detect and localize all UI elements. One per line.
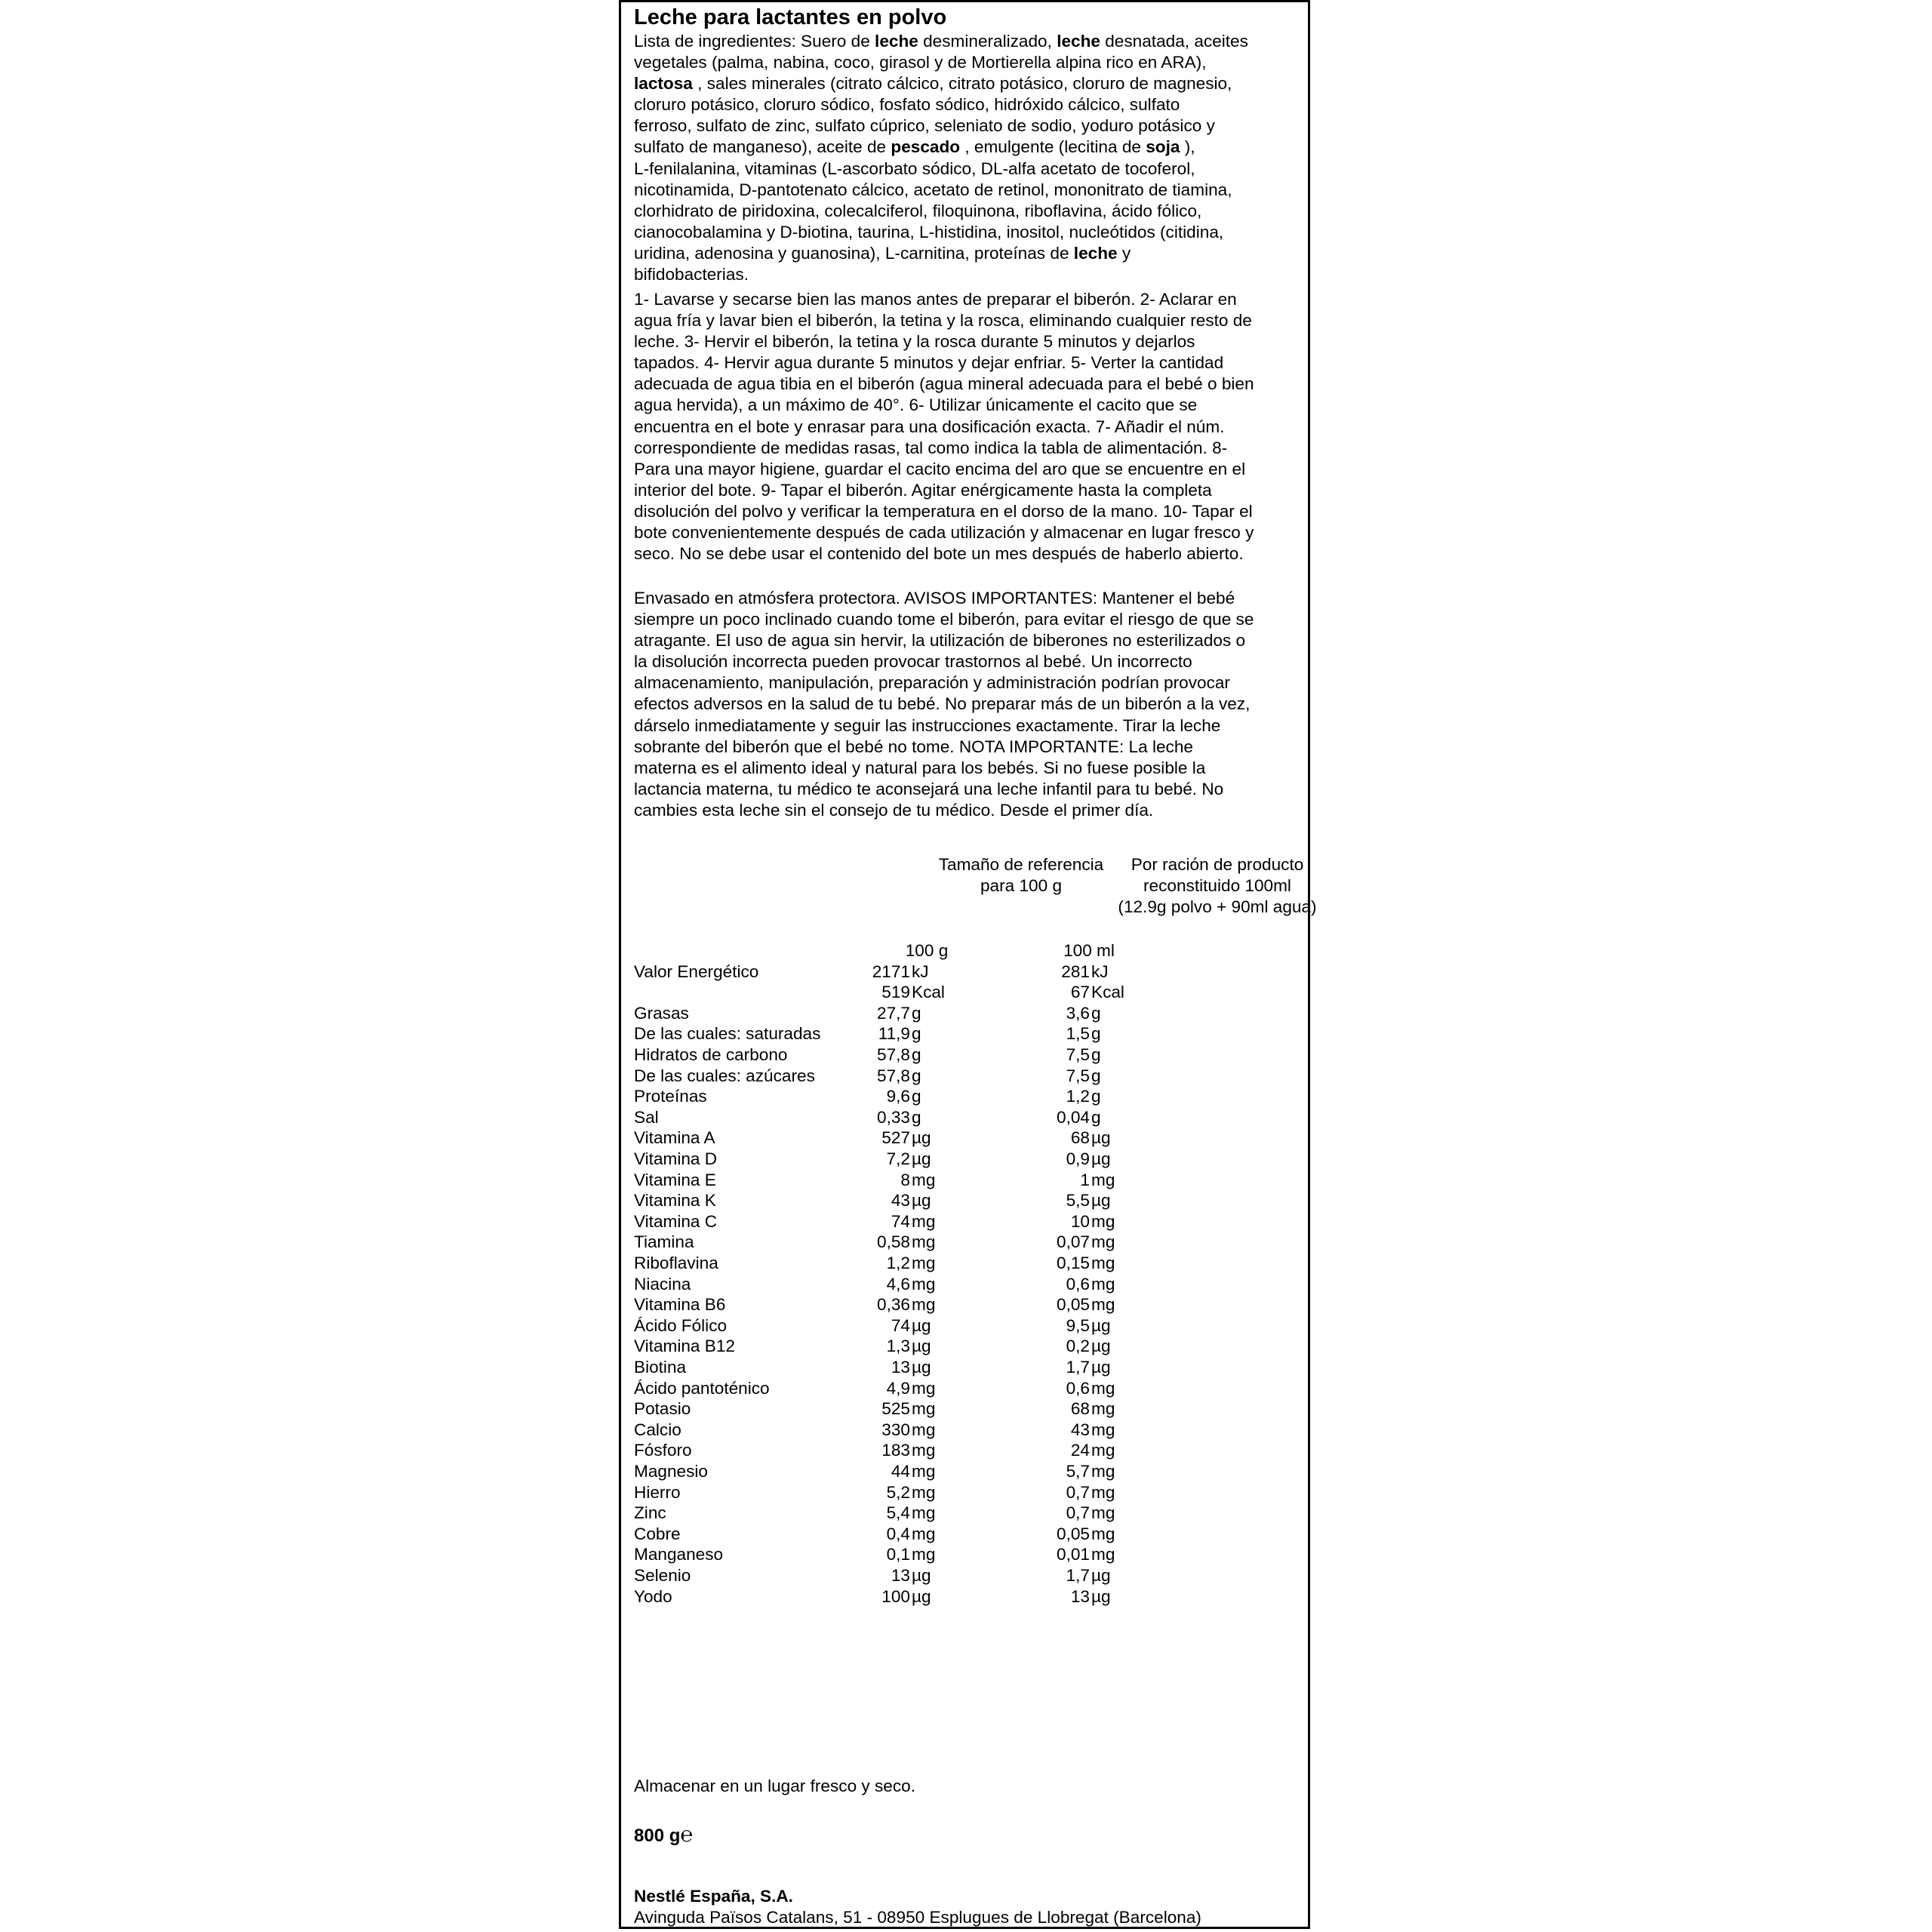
per-100g-value: 0,36 — [877, 1295, 910, 1315]
ingredients-line — [634, 158, 1298, 180]
instructions-line: bote convenientemente después de cada utilización y almacenar en lugar fresco y — [634, 523, 1254, 543]
per-serving-value: 0,15 — [1057, 1254, 1090, 1272]
per-serving-value: 0,7 — [1066, 1503, 1090, 1523]
per-100g-unit: µg — [912, 1315, 931, 1335]
per-serving-value: 0,01 — [1057, 1545, 1090, 1564]
ingredients-line — [634, 243, 1298, 264]
per-100g-unit: mg — [912, 1482, 936, 1502]
per-100g-unit: kJ — [912, 961, 929, 981]
nutrient-name: Tiamina — [634, 1232, 694, 1252]
nutrient-name: Hidratos de carbono — [634, 1045, 788, 1064]
per-100g-value: 27,7 — [877, 1003, 910, 1023]
per-serving-value: 0,2 — [1066, 1337, 1090, 1356]
warnings-line: almacenamiento, manipulación, preparación y administración podrían provocar — [634, 673, 1230, 693]
ingredients-line — [634, 264, 1298, 285]
per-100g-value: 74 — [891, 1315, 910, 1335]
per-100g-value: 0,33 — [877, 1107, 910, 1127]
allergen-highlight: lactosa — [634, 74, 693, 94]
per-100g-unit: g — [912, 1087, 921, 1106]
per-serving-unit: µg — [1091, 1149, 1111, 1168]
per-100g-value: 0,58 — [877, 1232, 910, 1252]
per-100g-unit: mg — [912, 1420, 936, 1439]
per-serving-unit: mg — [1091, 1545, 1115, 1564]
per-serving-unit: µg — [1091, 1315, 1111, 1335]
important-warnings — [634, 588, 1298, 821]
per-serving-unit: mg — [1091, 1420, 1115, 1439]
instructions-line: interior del bote. 9- Tapar el biberón. Agitar enérgicamente hasta la completa — [634, 480, 1212, 500]
nutrient-name: Vitamina B12 — [634, 1337, 735, 1356]
instructions-line: disolución del polvo y verificar la temperatura en el dorso de la mano. 10- Tapar el — [634, 501, 1253, 521]
ingredients-text: cianocobalamina y D-biotina, taurina, L-histidina, inositol, nucleótidos (citidina, — [634, 222, 1224, 242]
per-serving-value: 5,5 — [1066, 1191, 1090, 1211]
allergen-highlight: leche — [1073, 243, 1118, 263]
per-100g-unit: µg — [912, 1337, 931, 1356]
per-serving-value: 68 — [1070, 1399, 1090, 1419]
ingredients-text: desnatada, aceites — [1100, 32, 1248, 51]
per-100g-unit: g — [912, 1107, 921, 1127]
ingredients-text: nicotinamida, D-pantotenato cálcico, acetato de retinol, mononitrato de tiamina, — [634, 180, 1232, 199]
per-serving-value: 0,7 — [1066, 1482, 1090, 1502]
per-100g-unit: mg — [912, 1232, 936, 1252]
per-100g-value: 7,2 — [886, 1149, 910, 1168]
per-100g-value: 44 — [891, 1462, 910, 1481]
nutrient-name: Vitamina E — [634, 1170, 716, 1189]
per-serving-value: 0,6 — [1066, 1378, 1090, 1398]
per-serving-value: 0,05 — [1057, 1524, 1090, 1543]
nutrient-name: Manganeso — [634, 1545, 724, 1564]
ingredients-text: Lista de ingredientes: Suero de — [634, 32, 875, 51]
ingredients-line — [634, 31, 1298, 52]
per-100g-unit: µg — [912, 1128, 931, 1148]
per-serving-unit: µg — [1091, 1566, 1111, 1585]
per-serving-unit: µg — [1091, 1191, 1111, 1211]
ingredients-text: , sales minerales (citrato cálcico, citrato potásico, cloruro de magnesio, — [692, 74, 1232, 94]
col1-header: Tamaño de referencia — [938, 855, 1104, 874]
instructions-line: agua fría y lavar bien el biberón, la tetina y la rosca, eliminando cualquier resto de — [634, 311, 1252, 331]
per-serving-unit: mg — [1091, 1482, 1115, 1502]
instructions-line: correspondiente de medidas rasas, tal como indica la tabla de alimentación. 8- — [634, 438, 1228, 457]
per-100g-unit: µg — [912, 1191, 931, 1211]
per-100g-unit: mg — [912, 1524, 936, 1543]
per-serving-unit: mg — [1091, 1254, 1115, 1272]
per-100g-unit: g — [912, 1066, 921, 1085]
nutrient-name: Biotina — [634, 1358, 687, 1377]
per-serving-value: 10 — [1070, 1211, 1090, 1231]
per-serving-value: 9,5 — [1066, 1315, 1090, 1335]
per-serving-unit: mg — [1091, 1295, 1115, 1315]
per-100g-unit: g — [912, 1003, 921, 1023]
instructions-line: Para una mayor higiene, guardar el cacito encima del aro que se encuentre en el — [634, 459, 1246, 478]
warnings-line: atragante. El uso de agua sin hervir, la utilización de biberones no esterilizados o — [634, 631, 1246, 651]
ingredients-text: y — [1117, 243, 1131, 263]
per-100g-value: 5,2 — [886, 1482, 910, 1502]
product-label-panel — [619, 0, 1317, 1929]
col2-basis: 100 ml — [1063, 941, 1115, 960]
per-serving-unit: kJ — [1091, 961, 1109, 981]
warnings-line: siempre un poco inclinado cuando tome el biberón, para evitar el riesgo de que se — [634, 610, 1254, 629]
ingredients-text: ), — [1180, 137, 1195, 157]
per-100g-value: 8 — [900, 1170, 910, 1189]
nutrient-name: Ácido Fólico — [634, 1315, 728, 1335]
nutrient-name: Potasio — [634, 1399, 691, 1419]
ingredients-line — [634, 180, 1298, 201]
per-serving-unit: mg — [1091, 1274, 1115, 1294]
per-100g-unit: mg — [912, 1441, 936, 1460]
per-100g-value: 57,8 — [877, 1066, 910, 1085]
per-serving-unit: mg — [1091, 1399, 1115, 1419]
per-100g-value: 43 — [891, 1191, 910, 1211]
per-serving-unit: µg — [1091, 1128, 1111, 1148]
product-title: Leche para lactantes en polvo — [634, 5, 947, 29]
per-100g-unit: mg — [912, 1170, 936, 1189]
nutrient-name: Selenio — [634, 1566, 691, 1585]
ingredients-text: cloruro potásico, cloruro sódico, fosfato sódico, hidróxido cálcico, sulfato — [634, 95, 1180, 115]
nutrient-name: Valor Energético — [634, 961, 759, 981]
nutrient-name: Vitamina D — [634, 1149, 718, 1168]
per-100g-value: 525 — [881, 1399, 910, 1419]
instructions-line: seco. No se debe usar el contenido del bote un mes después de haberlo abierto. — [634, 544, 1244, 564]
nutrient-name: Yodo — [634, 1586, 672, 1606]
ingredients-line — [634, 115, 1298, 137]
nutrient-name: Riboflavina — [634, 1254, 718, 1272]
per-100g-value: 74 — [891, 1211, 910, 1231]
nutrient-name: Grasas — [634, 1003, 689, 1023]
per-100g-unit: mg — [912, 1274, 936, 1294]
allergen-highlight: soja — [1146, 137, 1180, 157]
per-serving-value: 43 — [1070, 1420, 1090, 1439]
nutrient-name: Vitamina K — [634, 1191, 716, 1211]
preparation-instructions — [634, 289, 1298, 565]
per-100g-value: 527 — [881, 1128, 910, 1148]
allergen-highlight: leche — [1057, 32, 1100, 51]
nutrient-name: De las cuales: azúcares — [634, 1066, 815, 1085]
nutrient-name: Sal — [634, 1107, 659, 1127]
ingredients-line — [634, 201, 1298, 222]
per-100g-value: 2171 — [872, 961, 910, 981]
per-serving-value: 67 — [1070, 983, 1090, 1002]
allergen-highlight: leche — [875, 32, 918, 51]
company-address: Avinguda Països Catalans, 51 - 08950 Esplugues de Llobregat (Barcelona) — [634, 1908, 1201, 1927]
nutrient-name: Niacina — [634, 1274, 691, 1294]
per-serving-unit: g — [1091, 1087, 1101, 1106]
nutrient-name: Vitamina A — [634, 1128, 715, 1148]
instructions-line: leche. 3- Hervir el biberón, la tetina y la rosca durante 5 minutos y dejarlos — [634, 332, 1195, 352]
per-serving-value: 1,7 — [1066, 1358, 1090, 1377]
per-serving-value: 24 — [1070, 1441, 1090, 1460]
ingredients-text: L-fenilalanina, vitaminas (L-ascorbato sódico, DL-alfa acetato de tocoferol, — [634, 158, 1195, 178]
nutrient-name: Vitamina B6 — [634, 1295, 726, 1315]
per-100g-unit: mg — [912, 1295, 936, 1315]
ingredients-text: , emulgente (lecitina de — [960, 137, 1146, 157]
ingredients-line — [634, 137, 1298, 158]
per-serving-value: 281 — [1061, 961, 1090, 981]
warnings-line: cambies esta leche sin el consejo de tu médico. Desde el primer día. — [634, 800, 1154, 820]
per-serving-value: 0,04 — [1057, 1107, 1090, 1127]
per-serving-value: 1,7 — [1066, 1566, 1090, 1585]
ingredients-line — [634, 73, 1298, 94]
per-100g-value: 0,4 — [886, 1524, 910, 1543]
per-serving-unit: mg — [1091, 1211, 1115, 1231]
per-100g-value: 4,9 — [886, 1378, 910, 1398]
per-serving-unit: g — [1091, 1045, 1101, 1064]
company-name: Nestlé España, S.A. — [634, 1887, 793, 1906]
per-100g-unit: µg — [912, 1149, 931, 1168]
nutrient-name: Vitamina C — [634, 1211, 718, 1231]
instructions-line: tapados. 4- Hervir agua durante 5 minutos y dejar enfriar. 5- Verter la cantidad — [634, 353, 1224, 373]
per-100g-unit: mg — [912, 1399, 936, 1419]
per-100g-unit: mg — [912, 1211, 936, 1231]
warnings-line: lactancia materna, tu médico te aconsejará una leche infantil para tu bebé. No — [634, 779, 1224, 798]
per-100g-value: 0,1 — [886, 1545, 910, 1564]
net-weight — [634, 1820, 693, 1851]
per-serving-value: 68 — [1070, 1128, 1090, 1148]
nutrient-name: Cobre — [634, 1524, 681, 1543]
per-100g-unit: mg — [912, 1545, 936, 1564]
per-serving-value: 13 — [1070, 1586, 1090, 1606]
per-100g-value: 57,8 — [877, 1045, 910, 1064]
per-serving-unit: µg — [1091, 1337, 1111, 1356]
per-100g-value: 1,2 — [886, 1254, 910, 1272]
per-serving-unit: Kcal — [1091, 983, 1124, 1002]
net-weight-value: 800 g — [634, 1826, 681, 1846]
warnings-line: la disolución incorrecta pueden provocar trastornos al bebé. Un incorrecto — [634, 652, 1192, 672]
per-serving-value: 0,9 — [1066, 1149, 1090, 1168]
col2-header: reconstituido 100ml — [1143, 876, 1291, 895]
storage-note: Almacenar en un lugar fresco y seco. — [634, 1777, 915, 1795]
ingredients-list — [634, 31, 1298, 285]
nutrient-name: Magnesio — [634, 1462, 708, 1481]
per-100g-unit: g — [912, 1024, 921, 1044]
ingredients-text: desmineralizado, — [918, 32, 1057, 51]
per-serving-value: 5,7 — [1066, 1462, 1090, 1481]
per-100g-value: 519 — [881, 983, 910, 1002]
per-serving-unit: mg — [1091, 1503, 1115, 1523]
warnings-line: materna es el alimento ideal y natural para los bebés. Si no fuese posible la — [634, 758, 1206, 777]
per-100g-unit: mg — [912, 1378, 936, 1398]
per-100g-unit: g — [912, 1045, 921, 1064]
per-100g-value: 4,6 — [886, 1274, 910, 1294]
ingredients-text: bifidobacterias. — [634, 265, 749, 285]
per-serving-value: 1,5 — [1066, 1024, 1090, 1044]
warnings-line: sobrante del biberón que el bebé no tome. NOTA IMPORTANTE: La leche — [634, 737, 1193, 756]
nutrient-name: Zinc — [634, 1503, 666, 1523]
col1-header: para 100 g — [980, 876, 1063, 895]
per-100g-value: 9,6 — [886, 1087, 910, 1106]
warnings-line: Envasado en atmósfera protectora. AVISOS IMPORTANTES: Mantener el bebé — [634, 589, 1235, 608]
per-100g-unit: µg — [912, 1586, 931, 1606]
instructions-line: encuentra en el bote y enrasar para una dosificación exacta. 7- Añadir el núm. — [634, 417, 1225, 436]
ingredients-line — [634, 222, 1298, 243]
ingredients-text: sulfato de manganeso), aceite de — [634, 137, 891, 157]
ingredients-text: ferroso, sulfato de zinc, sulfato cúprico, seleniato de sodio, yoduro potásico y — [634, 116, 1215, 136]
nutrient-name: Fósforo — [634, 1441, 692, 1460]
per-serving-value: 1,2 — [1066, 1087, 1090, 1106]
per-100g-unit: mg — [912, 1254, 936, 1272]
per-serving-unit: g — [1091, 1107, 1101, 1127]
per-100g-unit: mg — [912, 1503, 936, 1523]
ingredients-line — [634, 94, 1298, 115]
per-serving-value: 0,07 — [1057, 1232, 1090, 1252]
warnings-line: dárselo inmediatamente y seguir las instrucciones exactamente. Tirar la leche — [634, 715, 1221, 735]
per-serving-unit: mg — [1091, 1462, 1115, 1481]
per-100g-unit: Kcal — [912, 983, 945, 1002]
nutrient-name: Hierro — [634, 1482, 681, 1502]
col2-header: (12.9g polvo + 90ml agua) — [1118, 897, 1317, 916]
estimated-sign-icon: ℮ — [680, 1823, 694, 1846]
per-100g-value: 183 — [881, 1441, 910, 1460]
ingredients-line — [634, 52, 1298, 73]
per-serving-unit: mg — [1091, 1441, 1115, 1460]
per-100g-value: 5,4 — [886, 1503, 910, 1523]
per-100g-value: 330 — [881, 1420, 910, 1439]
per-100g-value: 13 — [891, 1566, 910, 1585]
per-serving-value: 7,5 — [1066, 1066, 1090, 1085]
per-100g-value: 100 — [881, 1586, 910, 1606]
ingredients-text: vegetales (palma, nabina, coco, girasol y de Mortierella alpina rico en ARA), — [634, 53, 1207, 72]
per-100g-value: 11,9 — [878, 1024, 910, 1044]
per-serving-value: 1 — [1080, 1170, 1090, 1189]
per-serving-value: 3,6 — [1066, 1003, 1090, 1023]
nutrient-name: De las cuales: saturadas — [634, 1024, 821, 1044]
per-serving-unit: µg — [1091, 1358, 1111, 1377]
per-serving-value: 0,05 — [1057, 1295, 1090, 1315]
per-serving-unit: mg — [1091, 1378, 1115, 1398]
per-serving-unit: g — [1091, 1066, 1101, 1085]
per-100g-unit: µg — [912, 1358, 931, 1377]
per-serving-unit: mg — [1091, 1232, 1115, 1252]
per-100g-unit: µg — [912, 1566, 931, 1585]
warnings-line: efectos adversos en la salud de tu bebé. No preparar más de un biberón a la vez, — [634, 694, 1251, 714]
instructions-line: adecuada de agua tibia en el biberón (agua mineral adecuada para el bebé o bien — [634, 374, 1254, 394]
per-serving-value: 7,5 — [1066, 1045, 1090, 1064]
ingredients-text: uridina, adenosina y guanosina), L-carnitina, proteínas de — [634, 243, 1074, 263]
instructions-line: 1- Lavarse y secarse bien las manos antes de preparar el biberón. 2- Aclarar en — [634, 290, 1237, 309]
per-serving-unit: g — [1091, 1003, 1101, 1023]
per-serving-unit: g — [1091, 1024, 1101, 1044]
per-serving-value: 0,6 — [1066, 1274, 1090, 1294]
per-100g-unit: mg — [912, 1462, 936, 1481]
nutrient-name: Ácido pantoténico — [634, 1378, 770, 1398]
ingredients-text: clorhidrato de piridoxina, colecalciferol, filoquinona, riboflavina, ácido fólico, — [634, 201, 1202, 220]
per-100g-value: 1,3 — [886, 1337, 910, 1356]
col2-header: Por ración de producto — [1131, 855, 1304, 874]
col1-basis: 100 g — [905, 941, 949, 960]
per-serving-unit: mg — [1091, 1170, 1115, 1189]
per-100g-value: 13 — [891, 1358, 910, 1377]
per-serving-unit: µg — [1091, 1586, 1111, 1606]
nutrient-name: Calcio — [634, 1420, 681, 1439]
per-serving-unit: mg — [1091, 1524, 1115, 1543]
nutrient-name: Proteínas — [634, 1087, 707, 1106]
allergen-highlight: pescado — [891, 137, 961, 157]
instructions-line: agua hervida), a un máximo de 40°. 6- Utilizar únicamente el cacito que se — [634, 395, 1198, 415]
